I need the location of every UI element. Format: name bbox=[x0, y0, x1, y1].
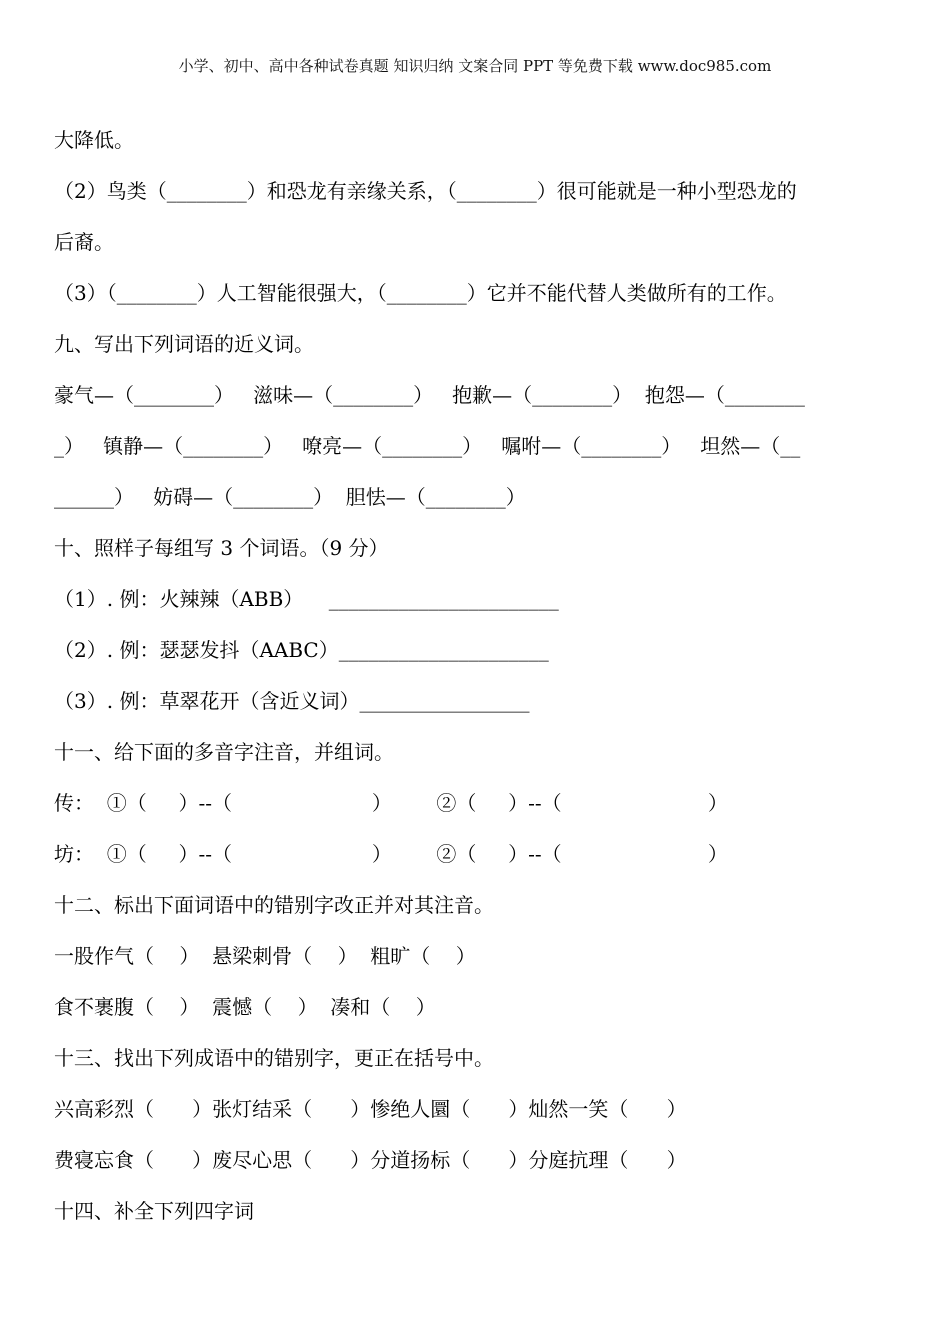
text-line: 大降低。 bbox=[54, 128, 134, 152]
text-line: 费寝忘食（ ）废尽心思（ ）分道扬标（ ）分庭抗理（ ） bbox=[54, 1148, 687, 1172]
text-line: （3）（________）人工智能很强大，（________）它并不能代替人类做所有的工作。 bbox=[54, 281, 787, 305]
page-header: 小学、初中、高中各种试卷真题 知识归纳 文案合同 PPT 等免费下载 www.doc985.com bbox=[178, 57, 772, 75]
text-line: （1）. 例：火辣辣（ABB） _______________________ bbox=[54, 587, 559, 611]
text-line: 后裔。 bbox=[54, 230, 114, 254]
text-line: 兴高彩烈（ ）张灯结采（ ）惨绝人圜（ ）灿然一笑（ ） bbox=[54, 1097, 687, 1121]
text-line: ______） 妨碍—（________） 胆怯—（________） bbox=[54, 485, 526, 509]
text-line: 坊： ①（ ）--（ ） ②（ ）--（ ） bbox=[54, 842, 728, 866]
section-heading: 十、照样子每组写 3 个词语。（9 分） bbox=[54, 536, 389, 560]
section-heading: 十四、补全下列四字词 bbox=[54, 1199, 254, 1223]
section-heading: 十一、给下面的多音字注音，并组词。 bbox=[54, 740, 394, 764]
text-line: 食不裹腹（ ） 震憾（ ） 凑和（ ） bbox=[54, 995, 436, 1019]
text-line: （3）. 例：草翠花开（含近义词）_________________ bbox=[54, 689, 530, 713]
text-line: 一股作气（ ） 悬梁刺骨（ ） 粗旷（ ） bbox=[54, 944, 476, 968]
section-heading: 十二、标出下面词语中的错别字改正并对其注音。 bbox=[54, 893, 494, 917]
section-heading: 九、写出下列词语的近义词。 bbox=[54, 332, 314, 356]
text-line: _） 镇静—（________） 嘹亮—（________） 嘱咐—（________） 坦然—（__ bbox=[54, 434, 801, 458]
text-line: （2）. 例：瑟瑟发抖（AABC）_____________________ bbox=[54, 638, 549, 662]
text-line: 豪气—（________） 滋味—（________） 抱歉—（________） 抱怨—（________ bbox=[54, 383, 805, 407]
text-line: （2）鸟类（________）和恐龙有亲缘关系，（________）很可能就是一种小型恐龙的 bbox=[54, 179, 797, 203]
text-line: 传： ①（ ）--（ ） ②（ ）--（ ） bbox=[54, 791, 728, 815]
section-heading: 十三、找出下列成语中的错别字，更正在括号中。 bbox=[54, 1046, 494, 1070]
